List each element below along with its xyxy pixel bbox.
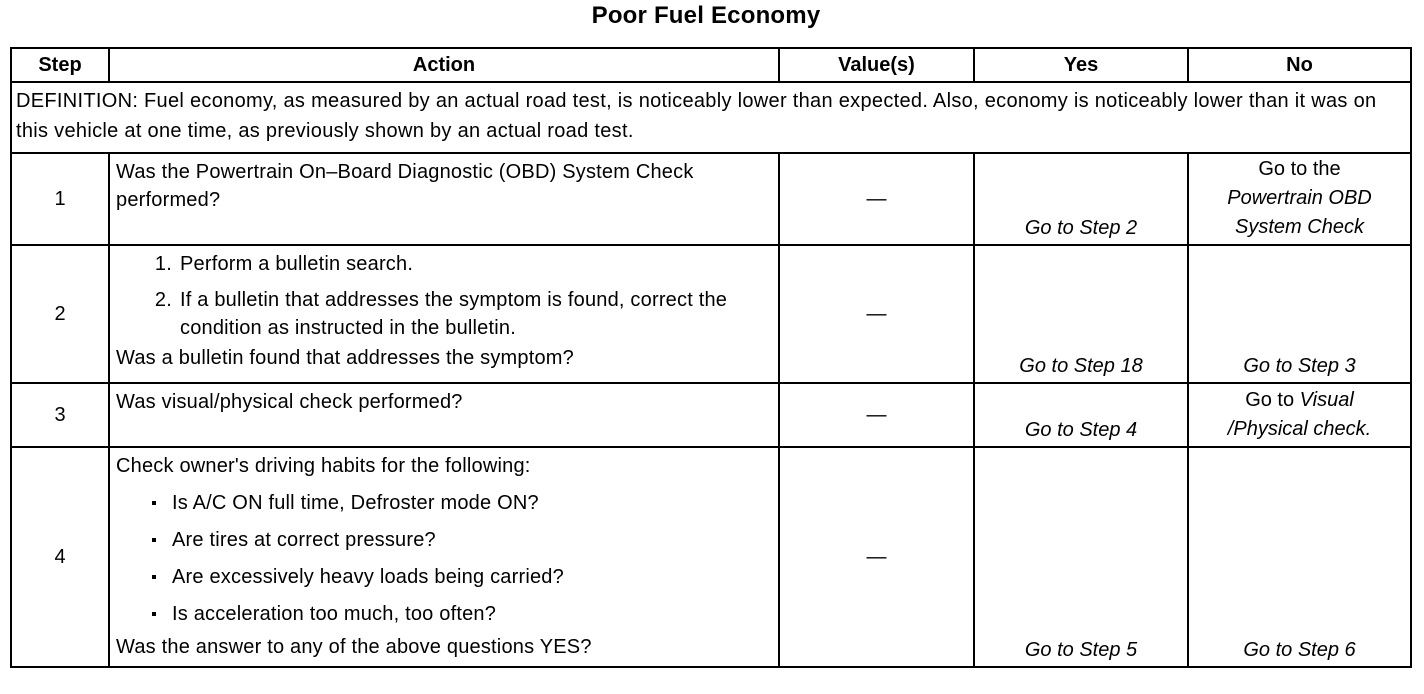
- header-values: Value(s): [779, 48, 974, 82]
- intro-text: Check owner's driving habits for the following:: [116, 455, 531, 477]
- definition-text: DEFINITION: Fuel economy, as measured by an actual road test, is noticeably lower than expected. Also, economy is noticeably lower than it was on this vehicle at one time, as previously shown by an actual road test.: [11, 82, 1411, 153]
- value-cell: —: [779, 383, 974, 447]
- header-no: No: [1188, 48, 1411, 82]
- value-cell: —: [779, 153, 974, 245]
- list-item: Is acceleration too much, too often?: [150, 600, 772, 628]
- no-link[interactable]: [1189, 155, 1410, 242]
- action-text: Was the Powertrain On–Board Diagnostic (OBD) System Check performed?: [109, 153, 779, 245]
- bullet-list: [116, 489, 772, 628]
- list-item: [142, 250, 772, 278]
- action-cell: [109, 447, 779, 667]
- no-line: Visual: [1299, 389, 1354, 411]
- yes-cell: [974, 245, 1188, 383]
- yes-link[interactable]: Go to Step 18: [1019, 355, 1143, 377]
- substep-list: [116, 250, 772, 342]
- list-item: Are excessively heavy loads being carried?: [150, 563, 772, 591]
- substep-text: Perform a bulletin search.: [180, 253, 414, 275]
- yes-link[interactable]: Go to Step 5: [1024, 639, 1138, 661]
- table-row: [11, 153, 1411, 245]
- table-row: [11, 447, 1411, 667]
- header-step: Step: [11, 48, 109, 82]
- table-row: [11, 245, 1411, 383]
- yes-link[interactable]: Go to Step 2: [1024, 217, 1138, 239]
- no-cell: [1188, 447, 1411, 667]
- step-number: 1: [11, 153, 109, 245]
- header-yes: Yes: [974, 48, 1188, 82]
- list-item: Are tires at correct pressure?: [150, 526, 772, 554]
- action-text: Was visual/physical check performed?: [109, 383, 779, 447]
- definition-row: [11, 82, 1411, 153]
- table-row: [11, 383, 1411, 447]
- substep-text: If a bulletin that addresses the symptom is found, correct the condition as instructed in the bulletin.: [180, 289, 728, 339]
- no-cell: [1188, 153, 1411, 245]
- yes-link[interactable]: Go to Step 4: [1024, 419, 1138, 441]
- yes-cell: [974, 383, 1188, 447]
- list-item: Is A/C ON full time, Defroster mode ON?: [150, 489, 772, 517]
- header-action: Action: [109, 48, 779, 82]
- no-line: System Check: [1235, 216, 1364, 238]
- yes-cell: [974, 153, 1188, 245]
- no-prefix: Go to: [1245, 389, 1300, 411]
- step-number: 3: [11, 383, 109, 447]
- page-title: Poor Fuel Economy: [591, 2, 821, 29]
- substep-number: 2.: [154, 289, 172, 311]
- action-cell: [109, 245, 779, 383]
- substep-number: 1.: [154, 253, 172, 275]
- list-item: [142, 286, 772, 342]
- no-link[interactable]: Go to Step 3: [1243, 355, 1356, 377]
- yes-cell: [974, 447, 1188, 667]
- no-cell: [1188, 245, 1411, 383]
- no-line: Go to the: [1258, 158, 1341, 180]
- diagnostic-table: [10, 47, 1412, 668]
- value-cell: —: [779, 245, 974, 383]
- no-link[interactable]: Go to Step 6: [1243, 639, 1356, 661]
- no-link[interactable]: [1189, 386, 1410, 444]
- step-number: 2: [11, 245, 109, 383]
- no-line: Powertrain OBD: [1227, 187, 1372, 209]
- question-text: Was a bulletin found that addresses the symptom?: [116, 347, 574, 369]
- question-text: Was the answer to any of the above questions YES?: [116, 636, 592, 658]
- step-number: 4: [11, 447, 109, 667]
- header-row: [11, 48, 1411, 82]
- no-cell: [1188, 383, 1411, 447]
- value-cell: —: [779, 447, 974, 667]
- no-line: /Physical check.: [1227, 418, 1372, 440]
